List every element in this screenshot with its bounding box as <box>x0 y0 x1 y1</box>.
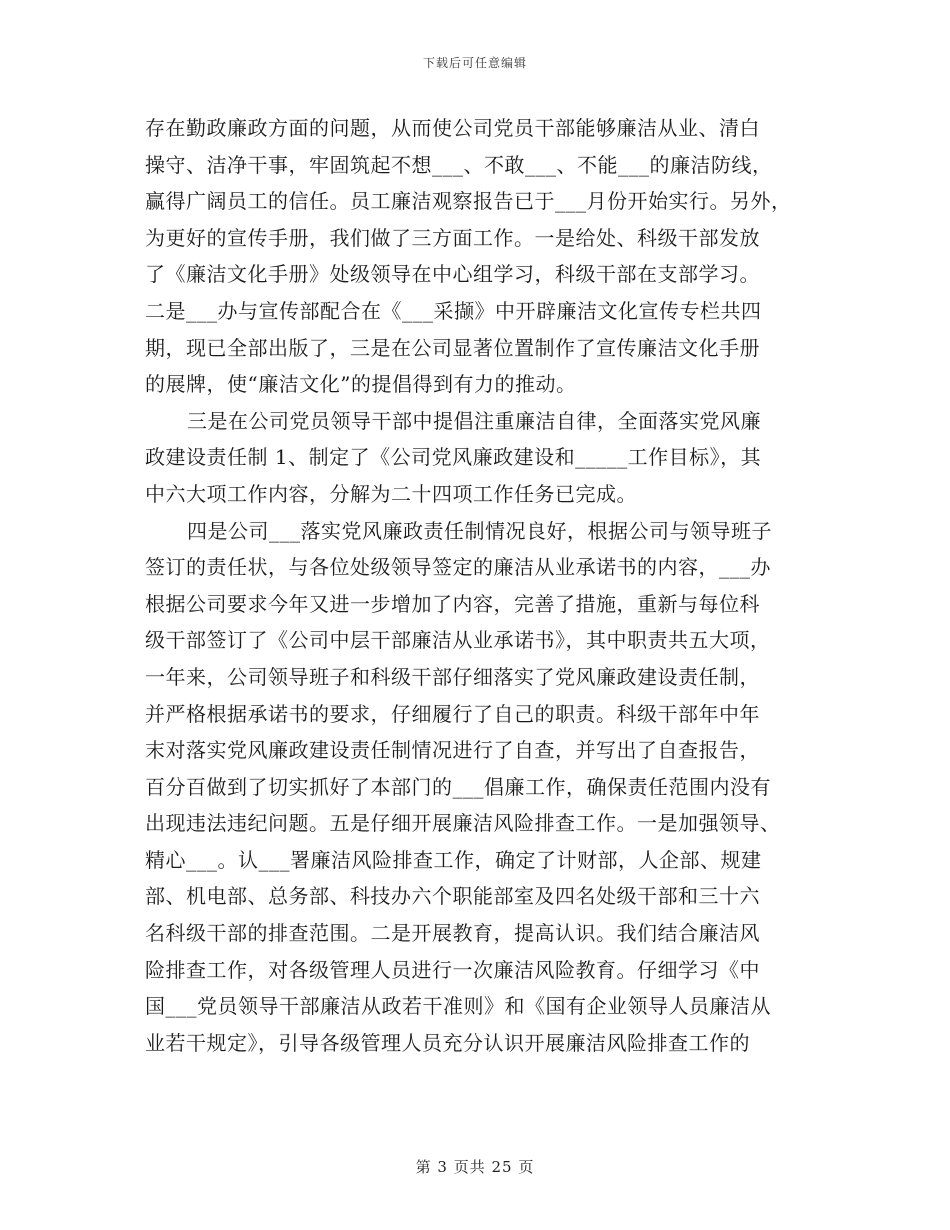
text-line: 政建设责任制 1、制定了《公司党风廉政建设和_____工作目标》，其 <box>145 445 762 470</box>
text-line: 业若干规定》，引导各级管理人员充分认识开展廉洁风险排查工作的 <box>145 1030 750 1055</box>
paragraph-first-line: 四是公司___落实党风廉政责任制情况良好，根据公司与领导班子 <box>187 518 772 543</box>
text-line: 名科级干部的排查范围。二是开展教育，提高认识。我们结合廉洁风 <box>145 921 760 946</box>
text-line: 根据公司要求今年又进一步增加了内容，完善了措施，重新与每位科 <box>145 591 760 616</box>
text-line: 百分百做到了切实抓好了本部门的___倡廉工作，确保责任范围内没有 <box>145 774 771 799</box>
text-line: 操守、洁净干事，牢固筑起不想___、不敢___、不能___的廉洁防线， <box>145 152 773 177</box>
text-line: 并严格根据承诺书的要求，仔细履行了自己的职责。科级干部年中年 <box>145 701 760 726</box>
text-line: 期，现已全部出版了，三是在公司显著位置制作了宣传廉洁文化手册 <box>145 335 760 360</box>
text-line: 二是___办与宣传部配合在《___采撷》中开辟廉洁文化宣传专栏共四 <box>145 298 762 323</box>
text-line: 险排查工作，对各级管理人员进行一次廉洁风险教育。仔细学习《中 <box>145 957 760 982</box>
text-line: 赢得广阔员工的信任。员工廉洁观察报告已于___月份开始实行。另外， <box>145 189 792 214</box>
text-line: 签订的责任状，与各位处级领导签定的廉洁从业承诺书的内容，___办 <box>145 555 771 580</box>
text-line: 精心___。认___署廉洁风险排查工作，确定了计财部，人企部、规建 <box>145 847 762 872</box>
text-line: 的展牌，使“廉洁文化”的提倡得到有力的推动。 <box>145 372 577 397</box>
text-line: 了《廉洁文化手册》处级领导在中心组学习，科级干部在支部学习。 <box>145 262 760 287</box>
text-line: 出现违法违纪问题。五是仔细开展廉洁风险排查工作。一是加强领导、 <box>145 811 781 836</box>
document-body <box>145 110 825 1061</box>
text-line: 中六大项工作内容，分解为二十四项工作任务已完成。 <box>145 481 637 506</box>
paragraph-first-line: 三是在公司党员领导干部中提倡注重廉洁自律，全面落实党风廉 <box>187 408 761 433</box>
text-line: 部、机电部、总务部、科技办六个职能部室及四名处级干部和三十六 <box>145 884 760 909</box>
text-line: 一年来，公司领导班子和科级干部仔细落实了党风廉政建设责任制， <box>145 664 760 689</box>
text-line: 国___党员领导干部廉洁从政若干准则》和《国有企业领导人员廉洁从 <box>145 994 771 1019</box>
text-line: 存在勤政廉政方面的问题，从而使公司党员干部能够廉洁从业、清白 <box>145 116 760 140</box>
page-number: 第 3 页共 25 页 <box>415 1158 535 1176</box>
text-line: 级干部签订了《公司中层干部廉洁从业承诺书》，其中职责共五大项， <box>145 628 771 653</box>
text-line: 为更好的宣传手册，我们做了三方面工作。一是给处、科级干部发放 <box>145 225 760 250</box>
page-header-note: 下载后可任意编辑 <box>422 56 527 70</box>
text-line: 末对落实党风廉政建设责任制情况进行了自查，并写出了自查报告， <box>145 738 760 763</box>
